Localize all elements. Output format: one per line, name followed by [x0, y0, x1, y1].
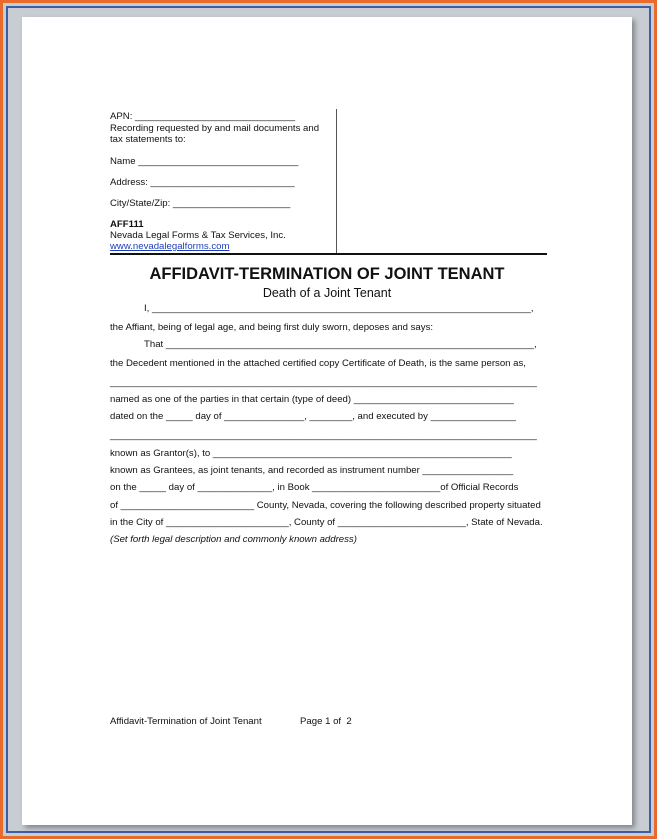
dated-executed-line: dated on the _____ day of _______________, ________, and executed by ________________	[110, 411, 516, 422]
form-code: AFF111	[110, 219, 144, 230]
party-name-line: ________________________________________________________________________________	[110, 377, 537, 388]
website-link[interactable]: www.nevadalegalforms.com	[110, 241, 230, 252]
legal-description-instruction: (Set forth legal description and commonly known address)	[110, 534, 357, 545]
certificate-of-death-line: the Decedent mentioned in the attached certified copy Certificate of Death, is the same person as,	[110, 358, 526, 369]
deed-type-line: named as one of the parties in that certain (type of deed) ______________________________	[110, 394, 514, 405]
document-page	[22, 17, 632, 825]
affiant-oath-line: the Affiant, being of legal age, and being first duly sworn, deposes and says:	[110, 322, 434, 333]
apn-field: APN: ______________________________	[110, 111, 296, 122]
recording-requested-text: Recording requested by and mail documents and	[110, 123, 320, 134]
document-subtitle: Death of a Joint Tenant	[262, 286, 392, 300]
city-state-zip-field: City/State/Zip: ______________________	[110, 198, 291, 209]
header-vertical-divider	[336, 109, 337, 253]
book-records-line: on the _____ day of ______________, in Book ________________________of Official Records	[110, 482, 519, 493]
name-field: Name ______________________________	[110, 156, 299, 167]
affiant-name-line: I, _______________________________________________________________________,	[144, 303, 534, 314]
footer-page-number: Page 1 of 2	[300, 716, 352, 727]
decedent-name-line: That _____________________________________________________________________,	[144, 339, 537, 350]
address-field: Address: ___________________________	[110, 177, 295, 188]
document-title: AFFIDAVIT-TERMINATION OF JOINT TENANT	[149, 265, 505, 283]
executor-name-line: ________________________________________________________________________________	[110, 430, 537, 441]
header-horizontal-rule	[110, 253, 547, 255]
tax-statements-text: tax statements to:	[110, 134, 186, 145]
footer-document-name: Affidavit-Termination of Joint Tenant	[110, 716, 262, 727]
company-name: Nevada Legal Forms & Tax Services, Inc.	[110, 230, 286, 241]
city-county-state-line: in the City of _______________________, County of ________________________, State of Nevada.	[110, 517, 543, 528]
grantor-line: known as Grantor(s), to ________________________________________________________	[110, 448, 512, 459]
county-property-line: of _________________________ County, Nevada, covering the following described property situated	[110, 500, 541, 511]
grantees-instrument-line: known as Grantees, as joint tenants, and recorded as instrument number _________________	[110, 465, 514, 476]
